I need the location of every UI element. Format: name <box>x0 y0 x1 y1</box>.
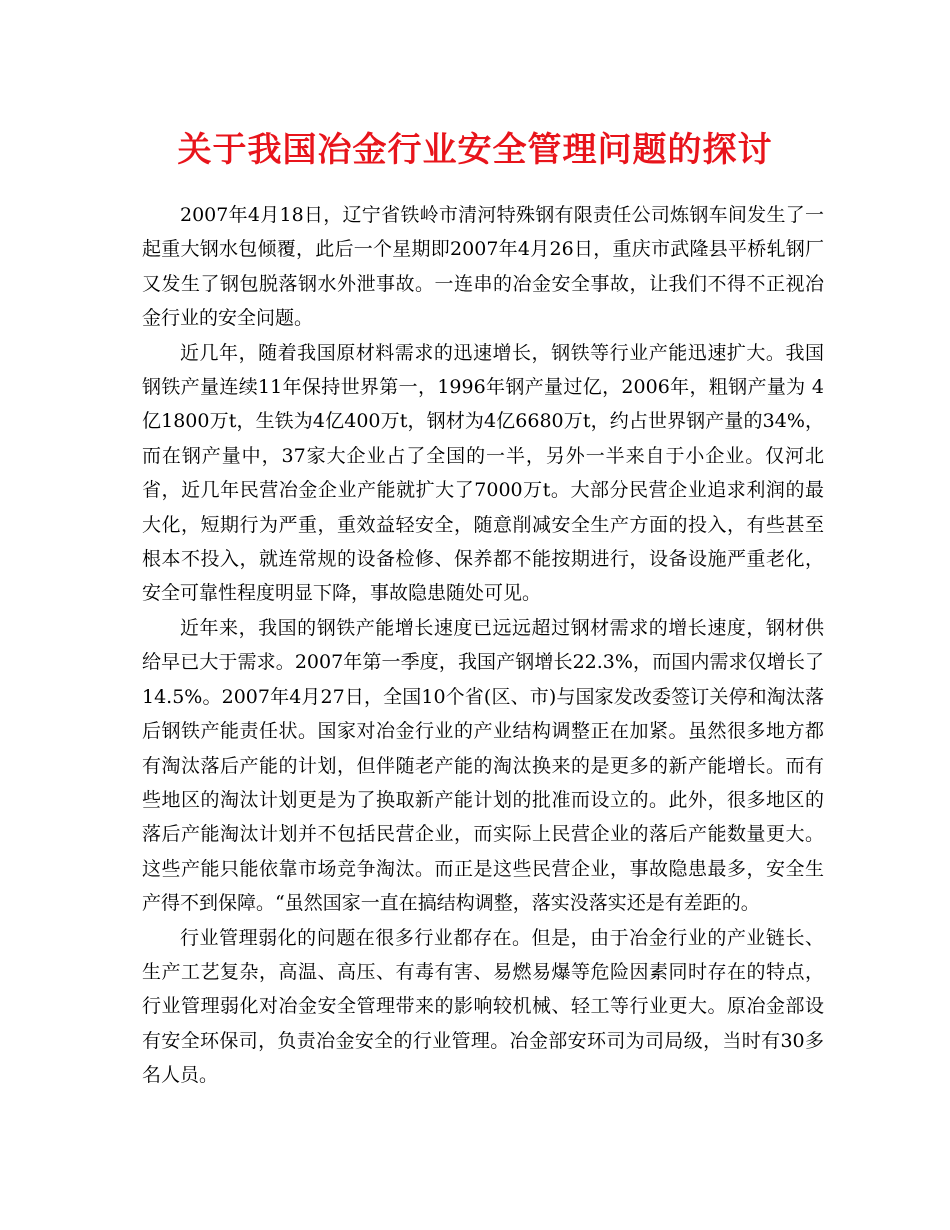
paragraph: 近几年，随着我国原材料需求的迅速增长，钢铁等行业产能迅速扩大。我国钢铁产量连续11年保持世界第一，1996年钢产量过亿，2006年，粗钢产量为 4亿1800万t，生铁为4亿400万t，钢材为4亿6680万t，约占世界钢产量的34%，而在钢产量中，37家大企业占了全国的一半，另外一半来自于小企业。仅河北省，近几年民营冶金企业产能就扩大了7000万t。大部分民营企业追求利润的最大化，短期行为严重，重效益轻安全，随意削减安全生产方面的投入，有些甚至根本不投入，就连常规的设备检修、保养都不能按期进行，设备设施严重老化，安全可靠性程度明显下降，事故隐患随处可见。 <box>142 341 824 605</box>
document-title: 关于我国冶金行业安全管理问题的探讨 <box>177 130 773 170</box>
document-body <box>142 198 824 1093</box>
paragraph: 2007年4月18日，辽宁省铁岭市清河特殊钢有限责任公司炼钢车间发生了一起重大钢水包倾覆，此后一个星期即2007年4月26日，重庆市武隆县平桥轧钢厂又发生了钢包脱落钢水外泄事故。一连串的冶金安全事故，让我们不得不正视冶金行业的安全问题。 <box>142 204 824 330</box>
paragraph: 近年来，我国的钢铁产能增长速度已远远超过钢材需求的增长速度，钢材供给早已大于需求。2007年第一季度，我国产钢增长22.3%，而国内需求仅增长了14.5%。2007年4月27日，全国10个省(区、市)与国家发改委签订关停和淘汰落后钢铁产能责任状。国家对冶金行业的产业结构调整正在加紧。虽然很多地方都有淘汰落后产能的计划，但伴随老产能的淘汰换来的是更多的新产能增长。而有些地区的淘汰计划更是为了换取新产能计划的批准而设立的。此外，很多地区的落后产能淘汰计划并不包括民营企业，而实际上民营企业的落后产能数量更大。这些产能只能依靠市场竞争淘汰。而正是这些民营企业，事故隐患最多，安全生产得不到保障。“虽然国家一直在搞结构调整，落实没落实还是有差距的。 <box>142 616 824 915</box>
paragraph: 行业管理弱化的问题在很多行业都存在。但是，由于冶金行业的产业链长、生产工艺复杂，高温、高压、有毒有害、易燃易爆等危险因素同时存在的特点，行业管理弱化对冶金安全管理带来的影响较机械、轻工等行业更大。原冶金部设有安全环保司，负责冶金安全的行业管理。冶金部安环司为司局级，当时有30多名人员。 <box>142 926 824 1087</box>
